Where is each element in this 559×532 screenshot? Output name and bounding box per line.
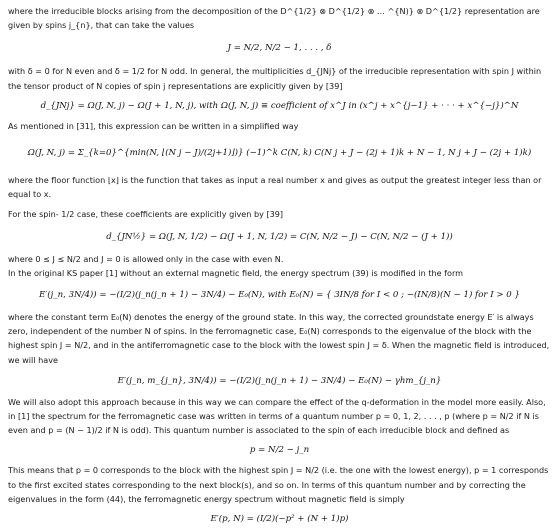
equation-7: p = N/2 − j_n: [249, 445, 310, 456]
paragraph-7: In the original KS paper [1] without an external magnetic field, the energy spectrum (39) is modified in the form: [8, 267, 464, 278]
paragraph-3: As mentioned in [31], this expression can be written in a simplified way: [8, 120, 299, 131]
equation-4: d_{JN½} = Ω(J, N, 1/2) − Ω(J + 1, N, 1/2) = C(N, N/2 − J) − C(N, N/2 − (J + 1)): [106, 231, 453, 242]
paragraph-10: This means that p = 0 corresponds to the block with the highest spin J = N/2 (i.e. the one with the lowest energy), p = 1 corresponds to the first excited states corresponding to the next block(s), and so on. In terms of this quantum number and by correcting the eigenvalues in the form (44), the ferromagnetic energy spectrum without magnetic field is simply: [8, 465, 549, 504]
paragraph-5: For the spin- 1/2 case, these coefficients are explicitly given by [39]: [8, 209, 284, 220]
paragraph-4: where the floor function ⌊x⌋ is the function that takes as input a real number x and gives as output the greatest integer less than or equal to x.: [8, 175, 542, 200]
paragraph-9: We will also adopt this approach because in this way we can compare the effect of the q-deformation in the model more easily. Also, in [1] the spectrum for the ferromagnetic case was written in terms of a quantum number p = 0, 1, 2, . . . , p (where p = N/2 if N is even and p = (N − 1)/2 if N is odd). This quantum number is associated to the spin of each irreducible block and defined as: [8, 396, 546, 436]
paragraph-1: where the irreducible blocks arising from the decomposition of the D^{1/2} ⊗ D^{1/2} ⊗ … ^{N)} ⊗ D^{1/2} representation are given by spins j_{n}, that can take the values: [8, 6, 540, 31]
paragraph-6: where 0 ≤ J ≤ N/2 and J = 0 is allowed only in the case with even N.: [8, 253, 284, 264]
equation-6: E′(j_n, m_{j_n}, 3N/4)) = −(I/2)(j_n(j_n + 1) − 3N/4) − E₀(N) − γhm_{j_n}: [117, 375, 442, 386]
paragraph-2: with δ = 0 for N even and δ = 1/2 for N odd. In general, the multiplicities d_{JNj} of the irreducible representation with spin J within the tensor product of N copies of spin j representations are explicitly given by [39]: [8, 66, 542, 91]
paragraph-8: where the constant term E₀(N) denotes the energy of the ground state. In this way, the corrected groundstate energy E′ is always zero, independent of the number N of spins. In the ferromagnetic case, E₀(N) corresponds to the eigenvalue of the block with the highest spin J = N/2, and in the antiferromagnetic case to the block with the lowest spin J = δ. When the magnetic field is introduced, we will have: [8, 312, 550, 365]
equation-5: E′(j_n, 3N/4)) = −(I/2)(j_n(j_n + 1) − 3N/4) − E₀(N), with E₀(N) = { 3IN/8 for I < 0 ; −(IN/8)(N − 1) for I > 0 }: [39, 290, 520, 301]
equation-3: Ω(J, N, j) = Σ_{k=0}^{min(N, ⌊(N j − J)/(2j+1)⌋)} (−1)^k C(N, k) C(N j + J − (2j + 1)k + N − 1, N j + J − (2j + 1)k): [27, 148, 532, 159]
equation-2: d_{JNj} = Ω(J, N, j) − Ω(J + 1, N, j), with Ω(J, N, j) ≡ coefficient of x^J in (x^j + x^{j−1} + · · · + x^{−j})^N: [40, 100, 519, 111]
equation-8: E′(p, N) = (I/2)(−p² + (N + 1)p): [210, 514, 349, 525]
equation-1: J = N/2, N/2 − 1, . . . , δ: [227, 43, 332, 54]
